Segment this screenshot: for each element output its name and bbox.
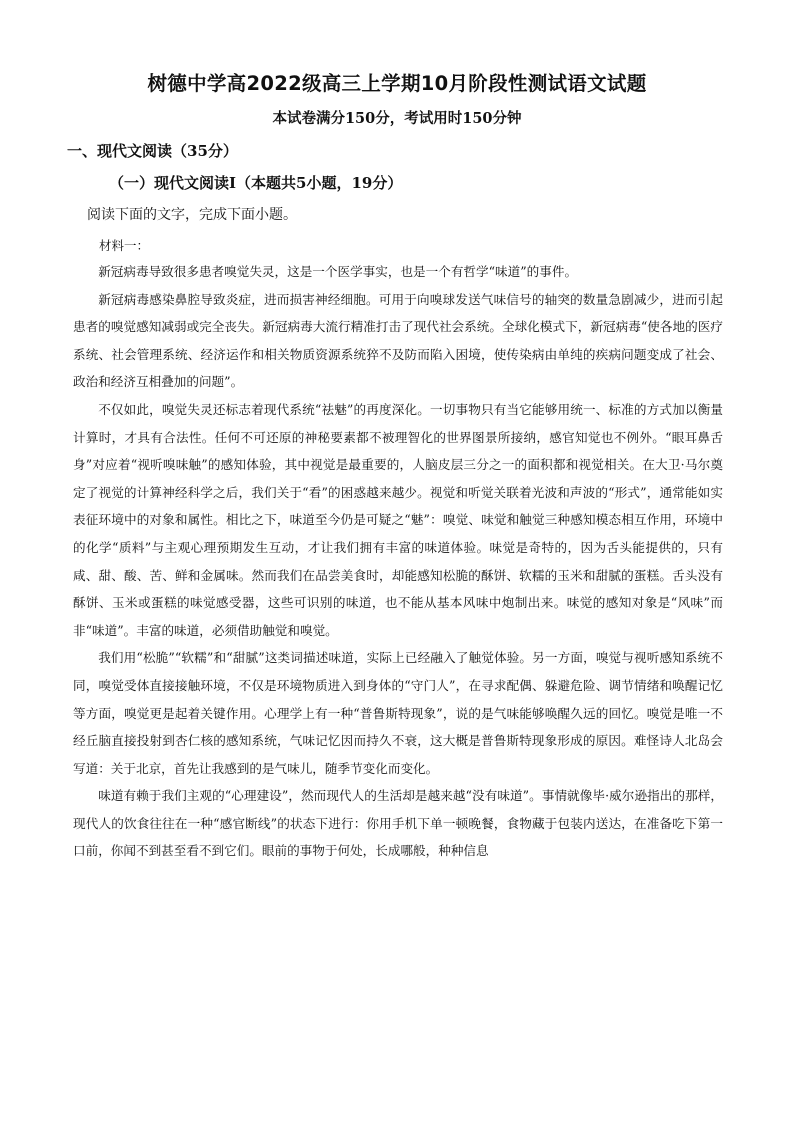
- paragraph: 不仅如此，嗅觉失灵还标志着现代系统“祛魅”的再度深化。一切事物只有当它能够用统一、标准的方式加以衡量计算时，才具有合法性。任何不可还原的神秘要素都不被理智化的世界图景所接纳，感官知觉也不例外。“眼耳鼻舌身”对应着“视听嗅味触”的感知体验，其中视觉是最重要的，人脑皮层三分之一的面积都和视觉相关。在大卫·马尔奠定了视觉的计算神经科学之后，我们关于“看”的困惑越来越少。视觉和听觉关联着光波和声波的“形式”，通常能如实表征环境中的对象和属性。相比之下，味道至今仍是可疑之“魅”：嗅觉、味觉和触觉三种感知模态相互作用，环境中的化学“质料”与主观心理预期发生互动，才让我们拥有丰富的味道体验。味觉是奇特的，因为舌头能提供的，只有咸、甜、酸、苦、鲜和金属味。然而我们在品尝美食时，却能感知松脆的酥饼、软糯的玉米和甜腻的蛋糕。舌头没有酥饼、玉米或蛋糕的味觉感受器，这些可识别的味道，也不能从基本风味中炮制出来。味觉的感知对象是“风味”而非“味道”。丰富的味道，必须借助触觉和嗅觉。: [73, 401, 723, 638]
- subsection-heading: （一）现代文阅读Ⅰ（本题共5小题，19分）: [109, 174, 403, 192]
- paragraph: 新冠病毒导致很多患者嗅觉失灵，这是一个医学事实，也是一个有哲学“味道”的事件。: [98, 264, 578, 279]
- paragraph: 新冠病毒感染鼻腔导致炎症，进而损害神经细胞。可用于向嗅球发送气味信号的轴突的数量急剧减少，进而引起患者的嗅觉感知减弱或完全丧失。新冠病毒大流行精准打击了现代社会系统。全球化模式下，新冠病毒“使各地的医疗系统、社会管理系统、经济运作和相关物质资源系统猝不及防而陷入困境，使传染病由单纯的疾病问题变成了社会、政治和经济互相叠加的问题”。: [73, 291, 723, 390]
- exam-subtitle: 本试卷满分150分，考试用时150分钟: [272, 110, 522, 127]
- reading-instruction: 阅读下面的文字，完成下面小题。: [87, 207, 297, 223]
- passage-body: [73, 258, 723, 865]
- exam-title: 树德中学高2022级高三上学期10月阶段性测试语文试题: [147, 72, 647, 95]
- paragraph: 味道有赖于我们主观的“心理建设”，然而现代人的生活却是越来越“没有味道”。事情就像毕·威尔逊指出的那样，现代人的饮食往往在一种“感官断线”的状态下进行：你用手机下单一顿晚餐，食物藏于包装内送达，在准备吃下第一口前，你闻不到甚至看不到它们。眼前的事物于何处，长成哪般，种种信息: [73, 788, 723, 859]
- paragraph: 我们用“松脆”“软糯”和“甜腻”这类词描述味道，实际上已经融入了触觉体验。另一方面，嗅觉与视听感知系统不同，嗅觉受体直接接触环境，不仅是环境物质进入到身体的“守门人”，在寻求配偶、躲避危险、调节情绪和唤醒记忆等方面，嗅觉更是起着关键作用。心理学上有一种“普鲁斯特现象”，说的是气味能够唤醒久远的回忆。嗅觉是唯一不经丘脑直接投射到杏仁核的感知系统，气味记忆因而持久不衰，这大概是普鲁斯特现象形成的原因。难怪诗人北岛会写道：关于北京，首先让我感到的是气味儿，随季节变化而变化。: [73, 650, 723, 776]
- section-heading: 一、现代文阅读（35分）: [67, 142, 238, 160]
- material-label: 材料一：: [99, 238, 150, 253]
